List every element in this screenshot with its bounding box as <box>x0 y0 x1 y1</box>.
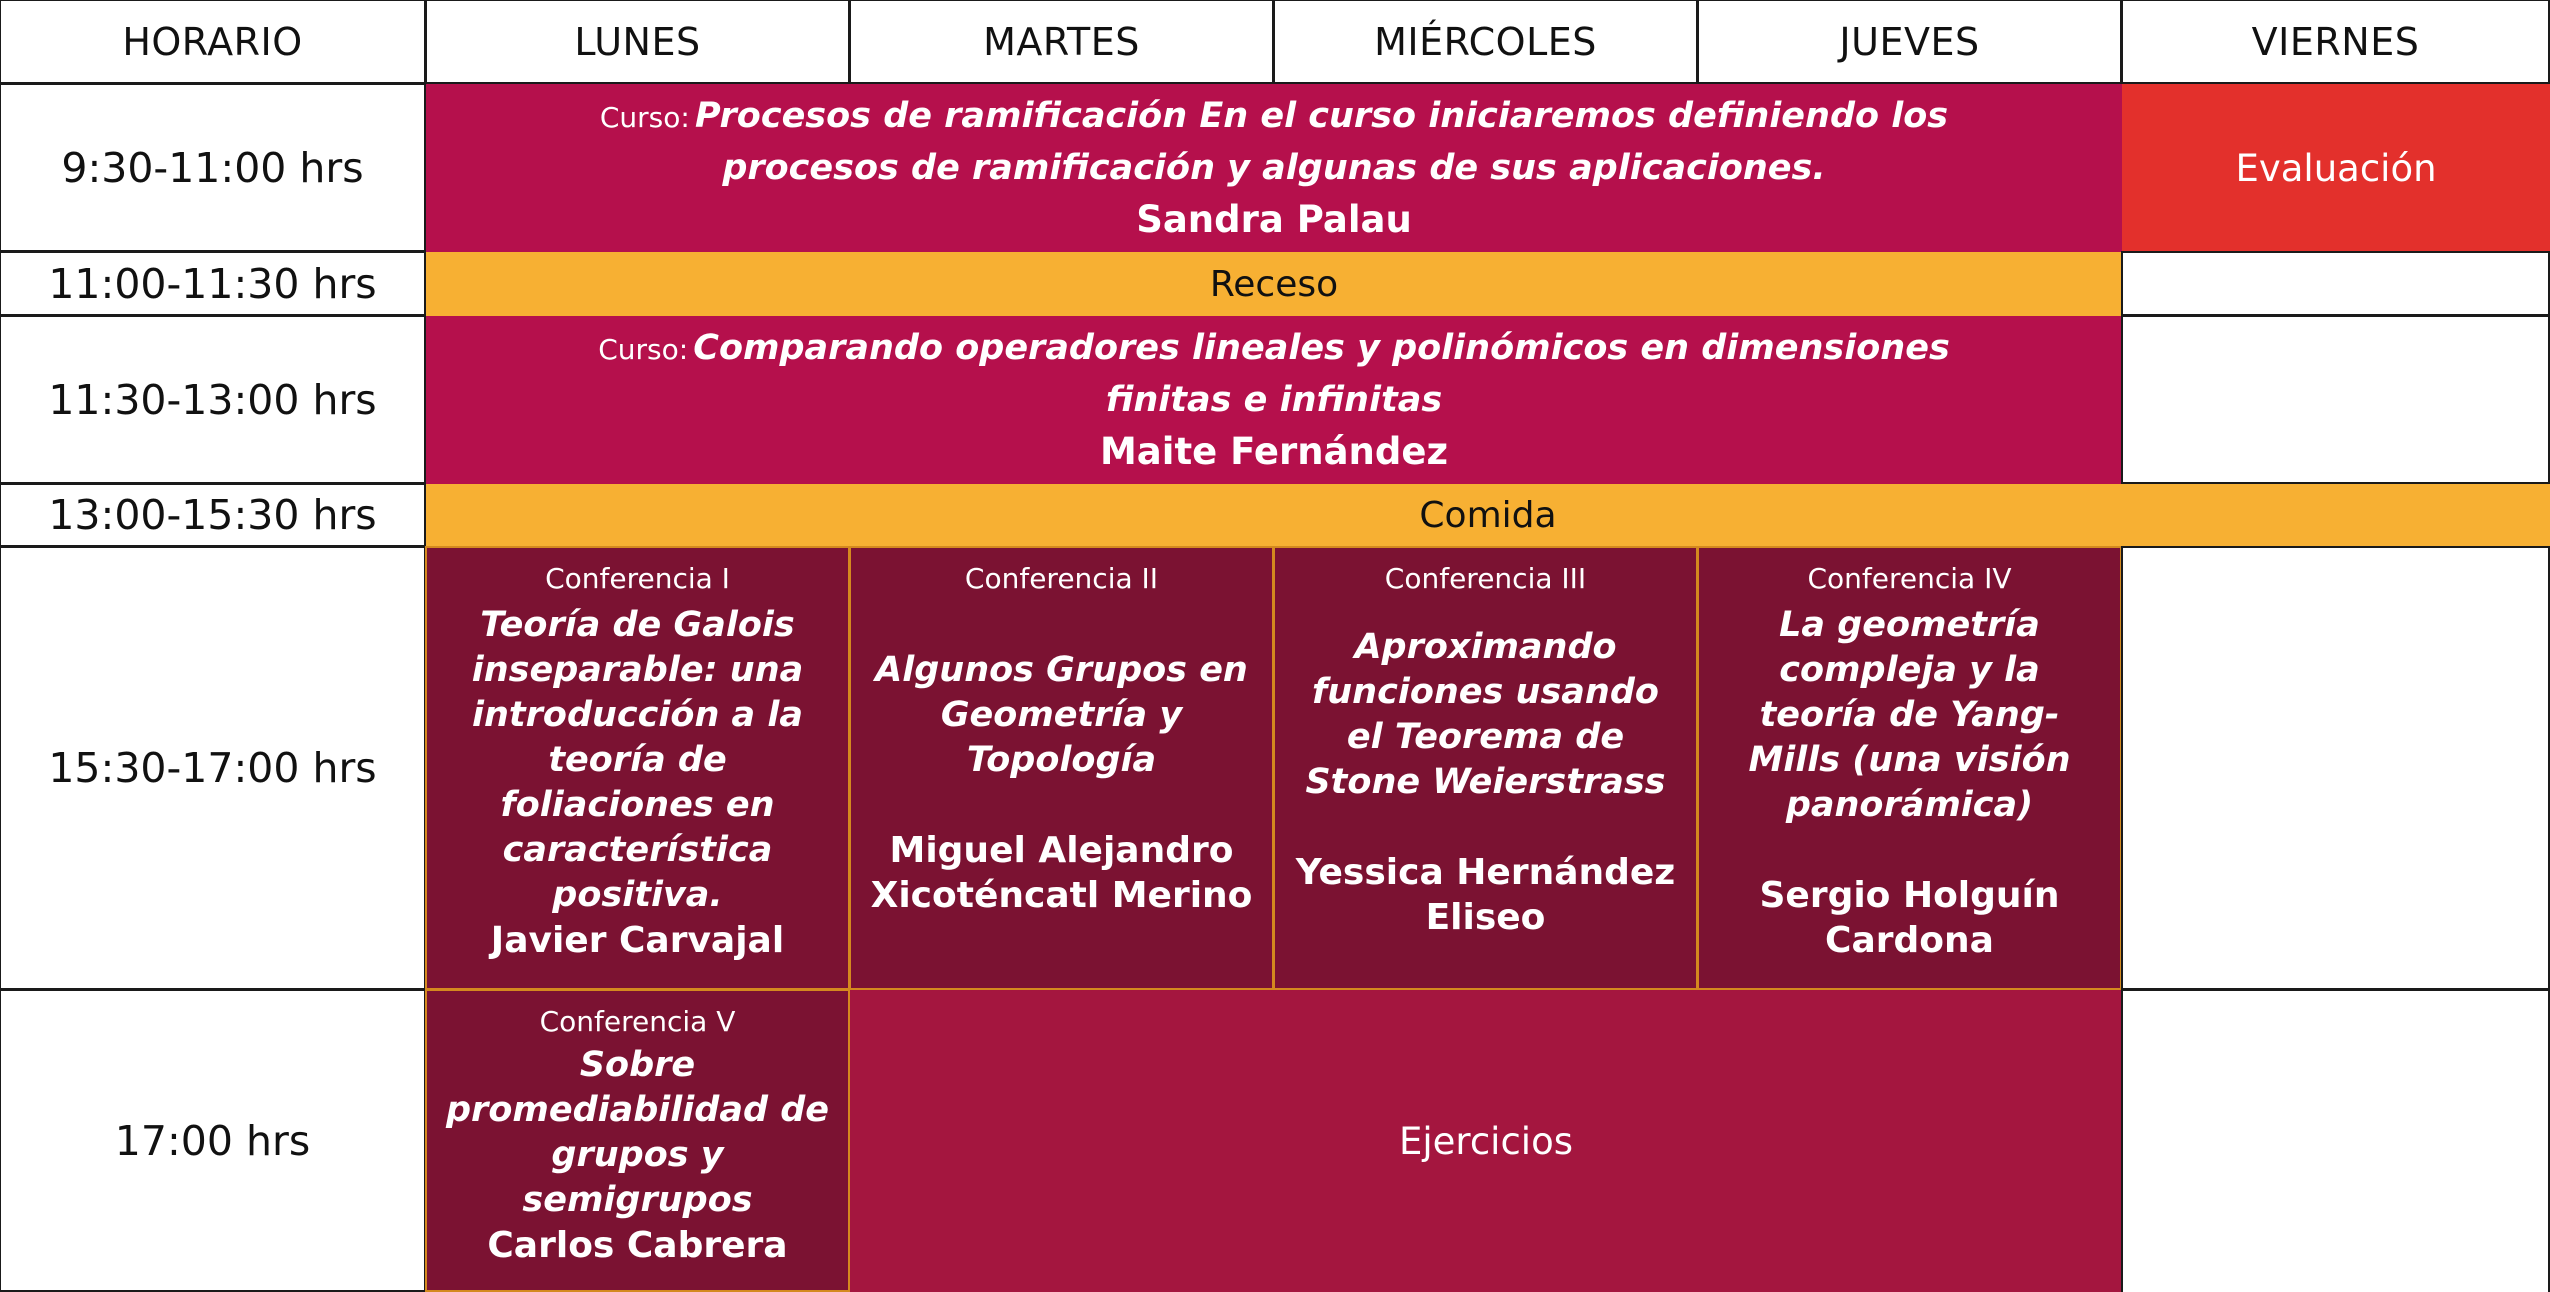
conference-4 <box>1697 546 2122 990</box>
header-horario: HORARIO <box>0 0 426 84</box>
recess-block: Receso <box>426 252 2122 316</box>
course-linear-operators <box>426 316 2122 484</box>
conference-5 <box>425 989 850 1292</box>
conference-body <box>443 599 832 966</box>
conference-title: Algunos Grupos en Geometría y Topología <box>875 649 1248 780</box>
header-lunes: LUNES <box>425 0 850 84</box>
course-description <box>546 325 2002 429</box>
conference-speaker: Miguel Alejandro Xicoténcatl Merino <box>870 829 1253 916</box>
conference-speaker: Javier Carvajal <box>490 919 785 961</box>
header-jueves: JUEVES <box>1697 0 2122 84</box>
conference-title: Aproximando funciones usando el Teorema de Stone Weierstrass <box>1305 627 1666 802</box>
conference-label: Conferencia III <box>1384 562 1587 595</box>
conference-label: Conferencia I <box>545 562 730 595</box>
empty-cell <box>2121 989 2550 1292</box>
exercises-block: Ejercicios <box>850 990 2122 1292</box>
conference-speaker: Sergio Holguín Cardona <box>1759 874 2060 961</box>
conference-speaker: Yessica Hernández Eliseo <box>1295 852 1676 938</box>
time-slot-3: 11:30-13:00 hrs <box>0 315 426 484</box>
conference-body <box>443 1042 832 1268</box>
conference-speaker: Carlos Cabrera <box>487 1224 788 1266</box>
time-slot-6: 17:00 hrs <box>0 989 426 1292</box>
conference-body <box>867 599 1256 966</box>
header-martes: MARTES <box>849 0 1274 84</box>
conference-body <box>1291 599 1680 966</box>
header-viernes: VIERNES <box>2121 0 2550 84</box>
conference-3 <box>1273 546 1698 990</box>
empty-cell <box>2121 546 2550 990</box>
evaluation-block: Evaluación <box>2122 84 2550 252</box>
course-lead: Curso: <box>598 333 689 366</box>
course-title: Comparando operadores lineales y polinómicos en dimensiones finitas e infinitas <box>693 328 1950 420</box>
time-slot-5: 15:30-17:00 hrs <box>0 546 426 990</box>
course-description <box>546 93 2002 197</box>
conference-label: Conferencia V <box>539 1005 736 1038</box>
conference-label: Conferencia II <box>964 562 1159 595</box>
empty-cell <box>2121 251 2550 316</box>
time-slot-1: 9:30-11:00 hrs <box>0 83 426 252</box>
course-title: Procesos de ramificación En el curso iniciaremos definiendo los procesos de ramificación y algunas de sus aplicaciones. <box>694 96 1949 188</box>
course-speaker: Maite Fernández <box>1099 430 1448 473</box>
conference-title: La geometría compleja y la teoría de Yang-Mills (una visión panorámica) <box>1748 604 2071 825</box>
course-lead: Curso: <box>599 101 690 134</box>
conference-2 <box>849 546 1274 990</box>
conference-1 <box>425 546 850 990</box>
empty-cell <box>2121 315 2550 484</box>
conference-title: Teoría de Galois inseparable: una introducción a la teoría de foliaciones en característica positiva. <box>471 604 804 915</box>
time-slot-2: 11:00-11:30 hrs <box>0 251 426 316</box>
course-speaker: Sandra Palau <box>1136 198 1412 241</box>
conference-body <box>1715 599 2104 966</box>
header-miercoles: MIÉRCOLES <box>1273 0 1698 84</box>
conference-label: Conferencia IV <box>1807 562 2012 595</box>
time-slot-4: 13:00-15:30 hrs <box>0 483 426 547</box>
lunch-block: Comida <box>426 484 2550 547</box>
conference-title: Sobre promediabilidad de grupos y semigrupos <box>446 1044 829 1220</box>
course-branching-processes <box>426 84 2122 252</box>
